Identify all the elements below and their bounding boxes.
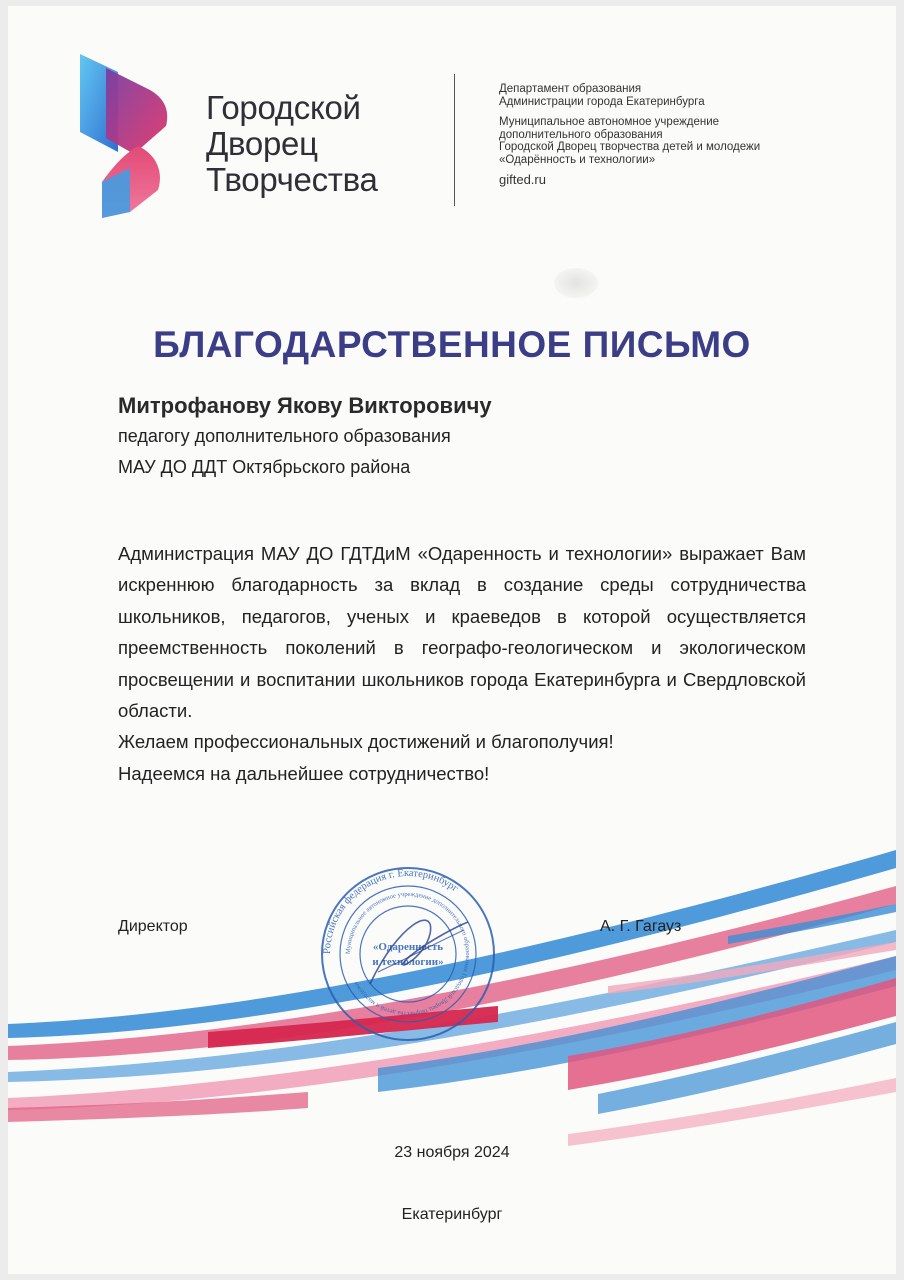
logo-wordmark [206,90,378,198]
palace-logo-icon [78,50,174,220]
recipient-name: Митрофанову Якову Викторовичу [118,393,492,418]
paper-smudge [554,268,598,298]
director-title: Директор [118,918,188,935]
stamp-center-line: «Одаренность [372,941,444,953]
organization-info [499,83,829,187]
header-divider [454,74,455,206]
gratitude-paragraph: Администрация МАУ ДО ГДТДиМ «Одаренность и технологии» выражает Вам искреннюю благодарность за вклад в создание среды сотрудничества школьников, педагогов, ученых и краеведов в которой осуществляется преемственность поколений в географо-геологическом и экологическом просвещении и воспитании школьников города Екатеринбурга и Свердловской области. [118,543,806,722]
recipient-position: педагогу дополнительного образования [118,426,451,446]
issue-date: 23 ноября 2024 [394,1144,510,1161]
certificate-page [8,6,896,1274]
institution-line: Муниципальное автономное учреждение [499,116,720,128]
document-title: БЛАГОДАРСТВЕННОЕ ПИСЬМО [153,324,751,365]
institution-line: дополнительного образования [499,128,663,141]
department-line: Администрации города Екатеринбурга [499,95,705,108]
stamp-center-line: и технологии» [372,956,444,968]
letter-body [118,538,806,789]
director-name: А. Г. Гагауз [600,918,682,935]
recipient-organization: МАУ ДО ДДТ Октябрьского района [118,457,411,477]
stamp-outer-text: Российская федерация г. Екатеринбург [321,867,461,955]
wish-line: Желаем профессиональных достижений и благополучия! [118,731,614,753]
logo-line: Городской [206,89,361,126]
department-line: Департамент образования [499,83,642,95]
hope-line: Надеемся на дальнейшее сотрудничество! [118,762,490,784]
logo-line: Дворец [206,125,318,162]
institution-line: «Одарённость и технологии» [499,153,656,166]
svg-text:Муниципальное автономное учреж [345,891,471,1017]
institution-line: Городской Дворец творчества детей и молодежи [499,141,761,153]
website: gifted.ru [499,172,546,187]
recipient-block [118,391,492,483]
logo-line: Творчества [206,161,378,198]
issue-city: Екатеринбург [401,1206,503,1223]
official-stamp-icon [318,864,498,1044]
stamp-middle-text: Муниципальное автономное учреждение дополнительного образования Городской Дворец творчества детей и молодежи [344,890,472,1018]
